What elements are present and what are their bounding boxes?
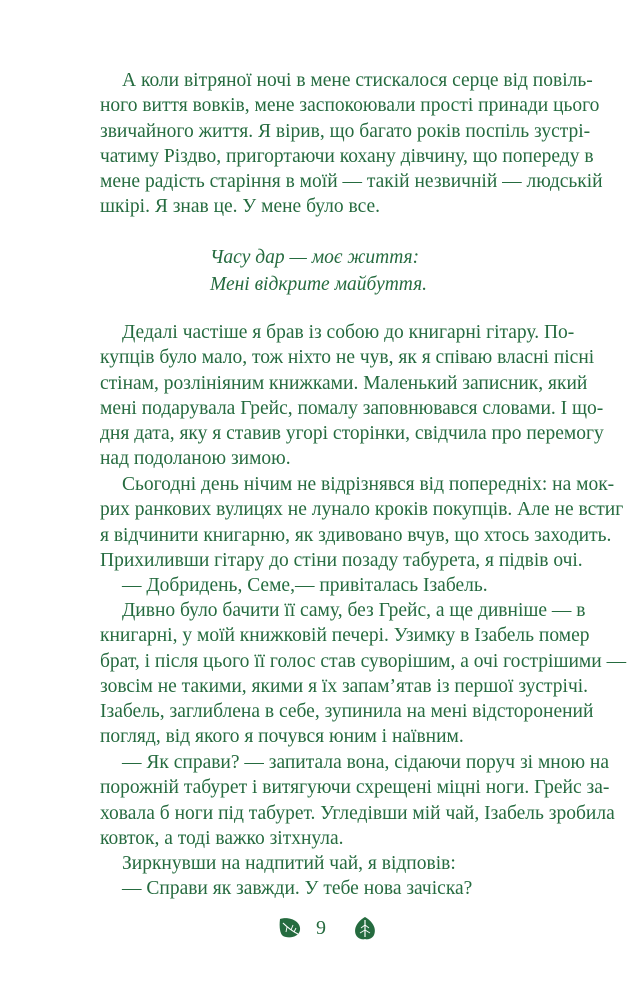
text-line: шкірі. Я знав це. У мене було все. — [100, 196, 381, 218]
text-line: — Справи як завжди. У тебе нова зачіска? — [122, 878, 473, 899]
dialogue-1 — [100, 573, 552, 598]
text-line: — Добридень, Семе,— привіталась Ізабель. — [122, 575, 488, 596]
paragraph-2 — [100, 320, 604, 472]
verse-line: Мені відкрите майбуття. — [210, 274, 428, 295]
page-footer — [0, 915, 642, 945]
paragraph-4 — [100, 598, 627, 750]
text-line: рих ранкових вулицях не лунало кроків покупців. Але не встиг — [100, 499, 624, 521]
text-line: мені подарувала Грейс, помалу заповнювався словами. І що- — [100, 397, 604, 419]
text-line: купців було мало, тож ніхто не чув, як я співаю власні пісні — [100, 347, 595, 369]
verse-line: Часу дар — моє життя: — [210, 247, 420, 268]
text-line: ковток, а тоді важко зітхнула. — [100, 827, 344, 849]
text-line: я відчинити книгарню, як здивовано вчув, що хтось заходить. — [100, 524, 612, 546]
paragraph-6 — [100, 851, 552, 876]
text-line: стінам, розлініяним книжками. Маленький записник, який — [100, 372, 588, 394]
text-line: погляд, від якого я почувся юним і наївним. — [100, 726, 464, 748]
text-line: Прихиливши гітару до стіни позаду табурета, я підвів очі. — [100, 549, 583, 571]
text-line: чатиму Різдво, пригортаючи кохану дівчину, що попереду в — [100, 145, 594, 167]
text-line: Сьогодні день нічим не відрізнявся від попередніх: на мок- — [122, 474, 615, 495]
text-line: брат, і після цього її голос став суворішим, а очі гострішими — — [100, 650, 627, 672]
text-line: зовсім не такими, якими я їх запам’ятав із першої зустрічі. — [100, 675, 589, 697]
verse — [210, 244, 427, 298]
text-line: Дивно було бачити її саму, без Грейс, а ще дивніше — в — [122, 600, 586, 621]
page-number: 9 — [316, 917, 326, 939]
text-line: Дедалі частіше я брав із собою до книгарні гітару. По- — [122, 322, 575, 343]
paragraph-1 — [100, 68, 603, 220]
text-line: над подоланою зимою. — [100, 448, 291, 470]
text-line: дня дата, яку я ставив угорі сторінки, свідчила про перемогу — [100, 423, 604, 445]
paragraph-3 — [100, 472, 624, 573]
text-line: ного виття вовків, мене заспокоювали прості принади цього — [100, 95, 600, 117]
dialogue-2 — [100, 876, 552, 901]
text-line: Ізабель, заглиблена в себе, зупинила на мені відсторонений — [100, 701, 594, 723]
leaf-icon — [352, 915, 378, 941]
text-line: ховала б ноги під табурет. Угледівши мій чай, Ізабель зробила — [100, 802, 615, 824]
leaf-icon — [277, 915, 303, 941]
text-line: А коли вітряної ночі в мене стискалося серце від повіль- — [122, 70, 593, 91]
text-line: книгарні, у моїй книжковій печері. Узимку в Ізабель помер — [100, 625, 590, 647]
text-line: мене радість старіння в моїй — такій незвичній — людській — [100, 171, 603, 193]
paragraph-5 — [100, 750, 615, 851]
text-line: порожній табурет і витягуючи схрещені міцні ноги. Грейс за- — [100, 777, 610, 799]
text-line: — Як справи? — запитала вона, сідаючи поруч зі мною на — [122, 752, 610, 773]
text-line: звичайного життя. Я вірив, що багато років поспіль зустрі- — [100, 120, 591, 142]
text-line: Зиркнувши на надпитий чай, я відповів: — [122, 853, 456, 874]
